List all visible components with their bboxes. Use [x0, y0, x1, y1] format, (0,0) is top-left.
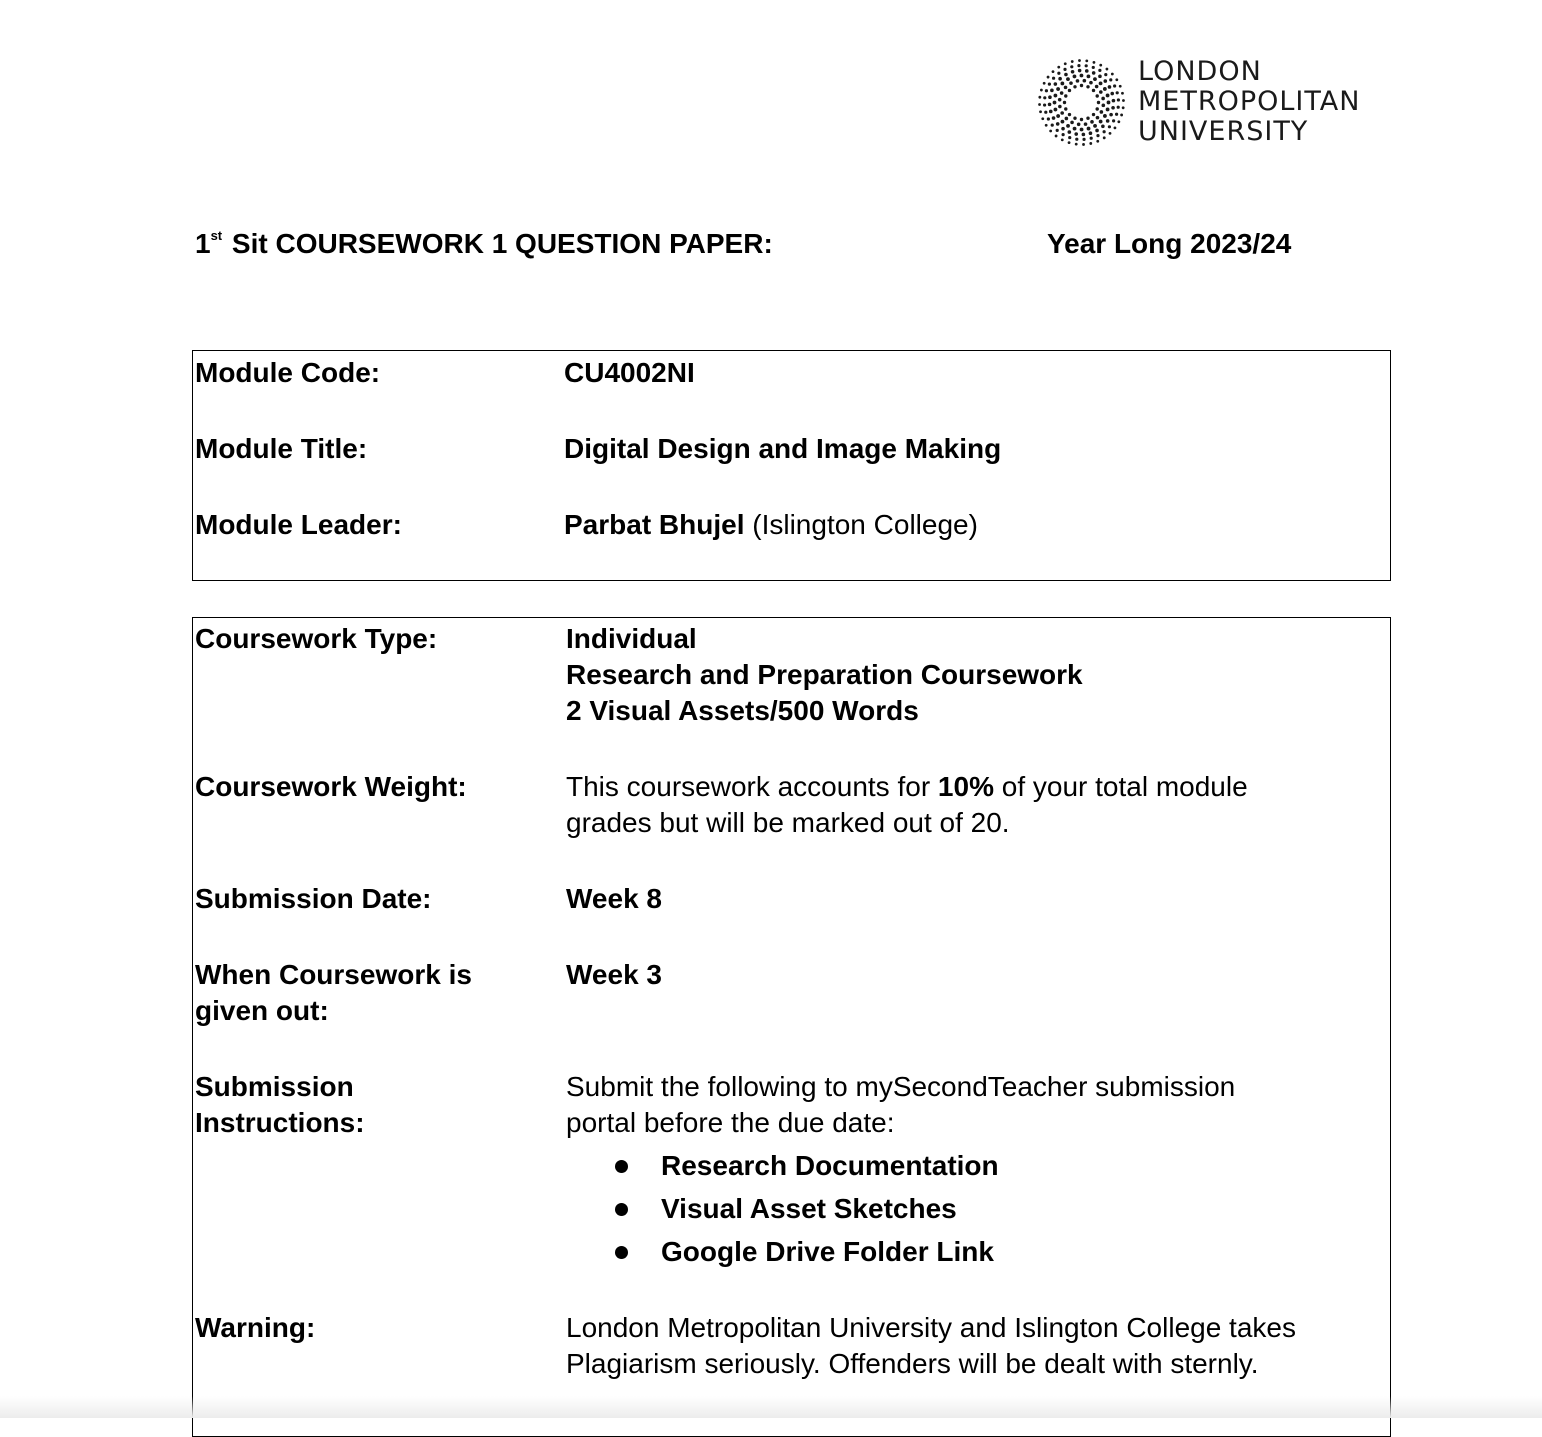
logo-dot — [1096, 134, 1099, 137]
logo-dot — [1049, 110, 1053, 114]
logo-dot — [1068, 136, 1071, 139]
module-title-value: Digital Design and Image Making — [564, 433, 1002, 464]
logo-dot — [1063, 101, 1066, 104]
logo-dot — [1106, 94, 1110, 98]
logo-dot — [1058, 105, 1062, 109]
module-code-value: CU4002NI — [564, 357, 695, 388]
logo-dot — [1109, 132, 1112, 135]
logo-dot — [1111, 73, 1114, 76]
coursework-type-label: Coursework Type: — [195, 623, 438, 654]
logo-dot — [1080, 128, 1084, 132]
logo-dot — [1077, 64, 1080, 67]
logo-dot — [1087, 75, 1091, 79]
module-title-label: Module Title: — [195, 433, 368, 464]
logo-dot — [1110, 92, 1114, 96]
logo-dot — [1086, 117, 1089, 120]
university-logo — [1034, 55, 1394, 150]
logo-dot — [1070, 121, 1074, 125]
logo-dot — [1043, 82, 1046, 85]
logo-dot — [1114, 127, 1117, 130]
logo-dot — [1070, 65, 1073, 68]
page-bottom-shadow — [0, 1396, 1542, 1418]
logo-dot — [1115, 113, 1118, 116]
logo-dot — [1048, 103, 1052, 107]
coursework-type-line-1: Individual — [566, 623, 697, 654]
instructions-label-line-1: Submission — [195, 1071, 354, 1102]
logo-dot — [1051, 124, 1054, 127]
logo-dot — [1048, 95, 1052, 99]
logo-dot — [1108, 125, 1111, 128]
logo-dot — [1103, 130, 1106, 133]
logo-dot — [1090, 137, 1093, 140]
logo-dot — [1045, 124, 1048, 127]
sit-number: 1 — [195, 228, 211, 259]
module-code-label: Module Code: — [195, 357, 381, 388]
logo-dot — [1049, 130, 1052, 133]
logo-dot — [1092, 113, 1095, 116]
logo-dot — [1078, 59, 1081, 62]
logo-dot — [1092, 66, 1095, 69]
logo-dot — [1102, 104, 1106, 108]
logo-dot — [1076, 79, 1080, 83]
logo-dot — [1056, 87, 1060, 91]
instructions-line-2: portal before the due date: — [566, 1107, 895, 1138]
logo-dot — [1099, 81, 1103, 85]
logo-dot — [1057, 72, 1060, 75]
logo-dot — [1119, 85, 1122, 88]
logo-dot — [1090, 120, 1094, 124]
paper-title — [195, 228, 773, 260]
logo-dot — [1050, 89, 1054, 93]
logo-dot — [1044, 111, 1047, 114]
logo-dot — [1082, 133, 1086, 137]
coursework-weight-line-2: grades but will be marked out of 20. — [566, 807, 1010, 838]
logo-dot — [1101, 97, 1105, 101]
list-item-text: Google Drive Folder Link — [661, 1236, 994, 1267]
logo-dot — [1060, 111, 1064, 115]
paper-title-text: Sit COURSEWORK 1 QUESTION PAPER: — [231, 228, 773, 259]
logo-dot — [1106, 108, 1110, 112]
coursework-type-line-2: Research and Preparation Coursework — [566, 659, 1083, 690]
logo-dot — [1101, 125, 1105, 129]
module-info-box — [192, 350, 1391, 581]
logo-dot — [1068, 113, 1071, 116]
logo-dot — [1060, 82, 1064, 86]
logo-dot — [1045, 89, 1048, 92]
logo-dot — [1069, 81, 1073, 85]
logo-dot — [1056, 114, 1060, 118]
logo-dot — [1116, 91, 1119, 94]
logo-dot — [1055, 135, 1058, 138]
academic-term: Year Long 2023/24 — [1047, 228, 1292, 259]
logo-dot — [1061, 127, 1065, 131]
logo-dot — [1057, 66, 1060, 69]
logo-dot — [1080, 74, 1084, 78]
logo-dot — [1053, 101, 1057, 105]
logo-dot — [1092, 89, 1095, 92]
sit-suffix: st — [210, 228, 223, 243]
logo-dot — [1120, 114, 1123, 117]
logo-dot — [1099, 120, 1103, 124]
logo-dot — [1038, 96, 1041, 99]
logo-dot — [1117, 120, 1120, 123]
logo-dot — [1061, 138, 1064, 141]
logo-dot — [1043, 96, 1046, 99]
logo-dot — [1106, 68, 1109, 71]
dotted-circle-logo-icon — [1034, 55, 1129, 150]
weight-text-pre: This coursework accounts for — [566, 771, 931, 802]
submission-date-label: Submission Date: — [195, 883, 432, 914]
logo-dot — [1054, 108, 1058, 112]
warning-line-1: London Metropolitan University and Islington College takes — [566, 1312, 1296, 1343]
coursework-weight-label: Coursework Weight: — [195, 771, 467, 802]
logo-dot — [1063, 68, 1066, 71]
logo-dot — [1039, 110, 1042, 113]
logo-dot — [1073, 85, 1076, 88]
logo-dot — [1047, 117, 1050, 120]
logo-dot — [1062, 133, 1065, 136]
logo-dot — [1096, 94, 1099, 97]
logo-dot — [1071, 60, 1074, 63]
logo-line-2: METROPOLITAN — [1138, 86, 1361, 117]
logo-dot — [1107, 101, 1111, 105]
logo-dot — [1113, 84, 1116, 87]
coursework-weight-line-1 — [566, 769, 1248, 805]
logo-dot — [1065, 117, 1069, 121]
module-leader-value — [564, 507, 978, 543]
logo-dot — [1112, 119, 1115, 122]
logo-dot — [1108, 85, 1112, 89]
logo-dot — [1054, 82, 1058, 86]
logo-dot — [1060, 91, 1064, 95]
list-item-text: Visual Asset Sketches — [661, 1193, 957, 1224]
logo-dot — [1095, 85, 1099, 89]
logo-dot — [1085, 59, 1088, 62]
logo-dot — [1093, 124, 1097, 128]
coursework-info-box — [192, 617, 1391, 1437]
logo-dot — [1078, 69, 1082, 73]
warning-label: Warning: — [195, 1312, 316, 1343]
logo-dot — [1122, 106, 1125, 109]
logo-dot — [1089, 81, 1093, 85]
logo-dot — [1073, 75, 1077, 79]
logo-dot — [1089, 142, 1092, 145]
logo-dot — [1103, 136, 1106, 139]
logo-dot — [1104, 73, 1107, 76]
logo-dot — [1064, 73, 1068, 77]
instructions-line-1: Submit the following to mySecondTeacher submission — [566, 1071, 1236, 1102]
logo-dot — [1097, 101, 1100, 104]
logo-dot — [1122, 99, 1125, 102]
logo-dot — [1096, 140, 1099, 143]
logo-dot — [1096, 107, 1099, 110]
logo-dot — [1061, 120, 1065, 124]
logo-dot — [1048, 83, 1051, 86]
logo-dot — [1040, 89, 1043, 92]
logo-dot — [1117, 98, 1120, 101]
logo-dot — [1082, 143, 1085, 146]
logo-dot — [1075, 138, 1078, 141]
logo-dot — [1111, 106, 1115, 110]
logo-dot — [1071, 70, 1075, 74]
logo-dot — [1068, 89, 1071, 92]
logo-dot — [1075, 143, 1078, 146]
logo-line-1: LONDON — [1138, 56, 1262, 87]
weight-percentage: 10% — [937, 771, 994, 802]
logo-dot — [1084, 122, 1088, 126]
module-leader-name: Parbat Bhujel — [564, 509, 745, 540]
logo-dot — [1099, 90, 1103, 94]
logo-dot — [1074, 132, 1078, 136]
logo-dot — [1087, 127, 1091, 131]
logo-dot — [1093, 77, 1097, 81]
bullet-icon — [615, 1246, 628, 1259]
logo-dot — [1080, 84, 1083, 87]
given-out-label-line-1: When Coursework is — [195, 959, 472, 990]
logo-dot — [1054, 94, 1058, 98]
logo-dot — [1089, 131, 1093, 135]
coursework-type-line-3: 2 Visual Assets/500 Words — [566, 695, 919, 726]
logo-dot — [1073, 117, 1076, 120]
logo-dot — [1093, 61, 1096, 64]
logo-dot — [1056, 129, 1059, 132]
logo-dot — [1085, 69, 1089, 73]
logo-dot — [1121, 92, 1124, 95]
logo-dot — [1066, 124, 1070, 128]
given-out-value: Week 3 — [566, 959, 662, 990]
submission-date-value: Week 8 — [566, 883, 662, 914]
logo-dot — [1056, 122, 1060, 126]
logo-dot — [1038, 103, 1041, 106]
logo-dot — [1099, 64, 1102, 67]
logo-dot — [1109, 113, 1113, 117]
logo-dot — [1064, 62, 1067, 65]
logo-dot — [1064, 107, 1067, 110]
logo-dot — [1098, 69, 1101, 72]
logo-dot — [1096, 116, 1100, 120]
list-item — [613, 1148, 999, 1191]
logo-dot — [1058, 98, 1062, 102]
logo-line-3: UNIVERSITY — [1138, 116, 1309, 147]
logo-dot — [1073, 127, 1077, 131]
given-out-label-line-2: given out: — [195, 995, 329, 1026]
logo-dot — [1103, 87, 1107, 91]
logo-dot — [1047, 76, 1050, 79]
logo-dot — [1052, 116, 1056, 120]
bullet-icon — [615, 1203, 628, 1216]
module-leader-affiliation: (Islington College) — [752, 509, 978, 540]
logo-dot — [1104, 79, 1108, 83]
instructions-label-line-2: Instructions: — [195, 1107, 365, 1138]
warning-line-2: Plagiarism seriously. Offenders will be dealt with sternly. — [566, 1348, 1259, 1379]
logo-dot — [1095, 129, 1099, 133]
logo-dot — [1083, 79, 1087, 83]
instructions-list — [613, 1148, 999, 1277]
logo-dot — [1092, 71, 1096, 75]
logo-dot — [1100, 110, 1104, 114]
weight-text-post: of your total module — [1001, 771, 1248, 802]
logo-dot — [1066, 77, 1070, 81]
logo-dot — [1041, 117, 1044, 120]
logo-dot — [1068, 141, 1071, 144]
logo-dot — [1098, 75, 1102, 79]
logo-dot — [1064, 86, 1068, 90]
logo-dot — [1052, 70, 1055, 73]
logo-dot — [1103, 114, 1107, 118]
logo-dot — [1117, 106, 1120, 109]
logo-dot — [1082, 138, 1085, 141]
logo-dot — [1068, 130, 1072, 134]
logo-dot — [1115, 78, 1118, 81]
logo-dot — [1080, 118, 1083, 121]
bullet-icon — [615, 1160, 628, 1173]
logo-dot — [1109, 78, 1112, 81]
logo-dot — [1064, 94, 1067, 97]
logo-dot — [1112, 99, 1116, 103]
logo-wordmark — [1138, 57, 1360, 147]
logo-dot — [1052, 77, 1055, 80]
logo-dot — [1043, 103, 1046, 106]
list-item-text: Research Documentation — [661, 1150, 999, 1181]
logo-dot — [1058, 77, 1062, 81]
logo-dot — [1077, 123, 1081, 127]
module-leader-label: Module Leader: — [195, 509, 402, 540]
logo-dot — [1085, 64, 1088, 67]
logo-dot — [1106, 119, 1110, 123]
list-item — [613, 1234, 999, 1277]
logo-dot — [1086, 85, 1089, 88]
list-item — [613, 1191, 999, 1234]
